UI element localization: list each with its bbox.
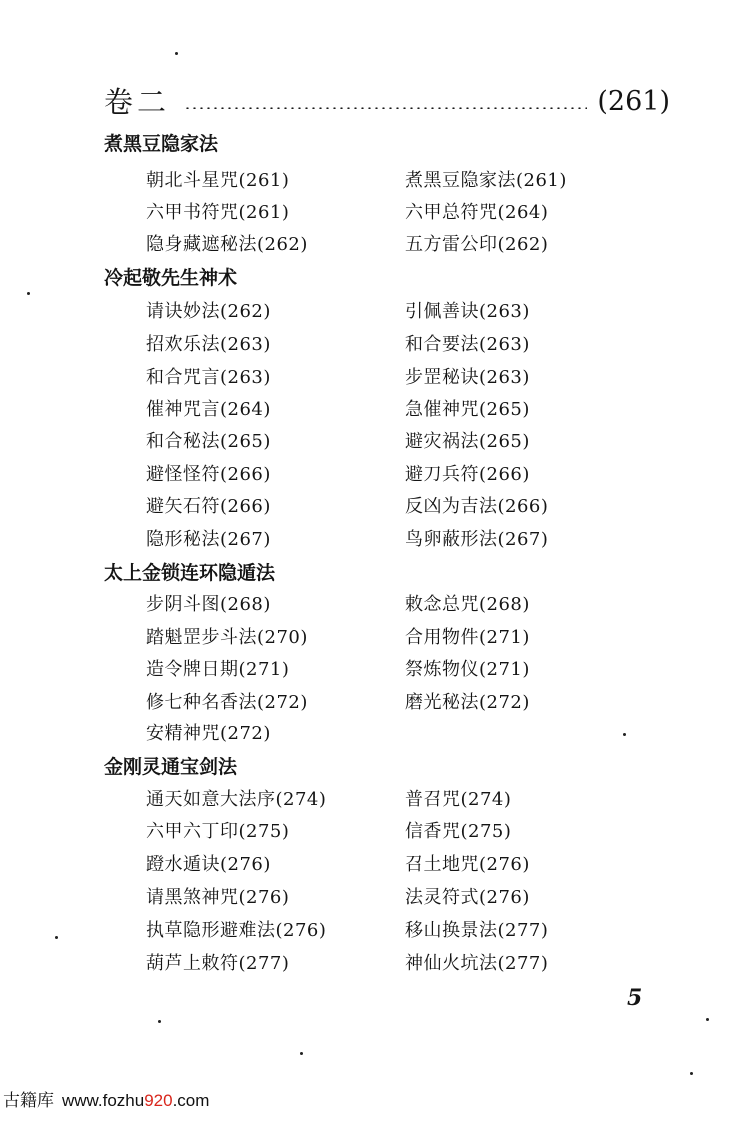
toc-entry: 和合咒言(263) [146,367,271,388]
toc-entry: 踏魁罡步斗法(270) [146,627,308,648]
watermark-site [62,1091,209,1110]
watermark-site-suffix: .com [172,1091,210,1110]
dot-leader [184,107,587,109]
toc-entry: 鸟卵蔽形法(267) [405,529,549,550]
section-title: 太上金锁连环隐遁法 [104,562,276,584]
toc-entry: 避怪怪符(266) [146,464,271,485]
section-title: 金刚灵通宝剑法 [104,756,238,778]
toc-entry: 葫芦上敕符(277) [146,953,290,974]
toc-entry: 步罡秘诀(263) [405,367,530,388]
toc-entry: 召土地咒(276) [405,854,530,875]
toc-entry: 安精神咒(272) [146,723,271,744]
scan-speck [27,292,30,295]
chapter-title: 卷二 [104,85,171,119]
toc-entry: 神仙火坑法(277) [405,953,549,974]
page-number: 5 [627,985,643,1011]
toc-entry: 催神咒言(264) [146,399,271,420]
toc-entry: 引佩善诀(263) [405,301,530,322]
toc-entry: 避灾祸法(265) [405,431,530,452]
toc-entry: 避矢石符(266) [146,496,271,517]
toc-entry: 敕念总咒(268) [405,594,530,615]
toc-entry: 信香咒(275) [405,821,512,842]
section-title: 煮黑豆隐家法 [104,133,219,155]
toc-entry: 造令牌日期(271) [146,659,290,680]
toc-entry: 执草隐形避难法(276) [146,920,327,941]
section-title: 冷起敬先生神术 [104,267,238,289]
toc-entry: 六甲书符咒(261) [146,202,290,223]
toc-entry: 移山换景法(277) [405,920,549,941]
toc-entry: 磨光秘法(272) [405,692,530,713]
toc-entry: 反凶为吉法(266) [405,496,549,517]
toc-entry: 蹬水遁诀(276) [146,854,271,875]
toc-entry: 招欢乐法(263) [146,334,271,355]
toc-entry: 隐身藏遮秘法(262) [146,234,308,255]
toc-entry: 煮黑豆隐家法(261) [405,170,567,191]
toc-entry: 祭炼物仪(271) [405,659,530,680]
toc-entry: 和合要法(263) [405,334,530,355]
toc-entry: 五方雷公印(262) [405,234,549,255]
watermark-site-accent: 920 [144,1091,173,1110]
toc-entry: 六甲总符咒(264) [405,202,549,223]
chapter-page-number: (261) [597,86,670,117]
toc-entry: 合用物件(271) [405,627,530,648]
scan-speck [690,1072,693,1075]
toc-entry: 通天如意大法序(274) [146,789,327,810]
scan-speck [300,1052,303,1055]
watermark [3,1089,209,1113]
watermark-site-prefix: www.fozhu [62,1091,145,1110]
toc-entry: 请黑煞神咒(276) [146,887,290,908]
scan-speck [175,52,178,55]
scan-speck [706,1018,709,1021]
scan-speck [55,936,58,939]
watermark-brand: 古籍库 [3,1091,54,1111]
toc-entry: 急催神咒(265) [405,399,530,420]
toc-entry: 法灵符式(276) [405,887,530,908]
toc-entry: 隐形秘法(267) [146,529,271,550]
toc-entry: 步阴斗图(268) [146,594,271,615]
scan-speck [158,1020,161,1023]
toc-entry: 请诀妙法(262) [146,301,271,322]
chapter-heading [104,80,670,124]
toc-entry: 六甲六丁印(275) [146,821,290,842]
toc-entry: 朝北斗星咒(261) [146,170,290,191]
toc-entry: 修七种名香法(272) [146,692,308,713]
toc-entry: 和合秘法(265) [146,431,271,452]
toc-entry: 避刀兵符(266) [405,464,530,485]
scan-speck [623,733,626,736]
toc-entry: 普召咒(274) [405,789,512,810]
